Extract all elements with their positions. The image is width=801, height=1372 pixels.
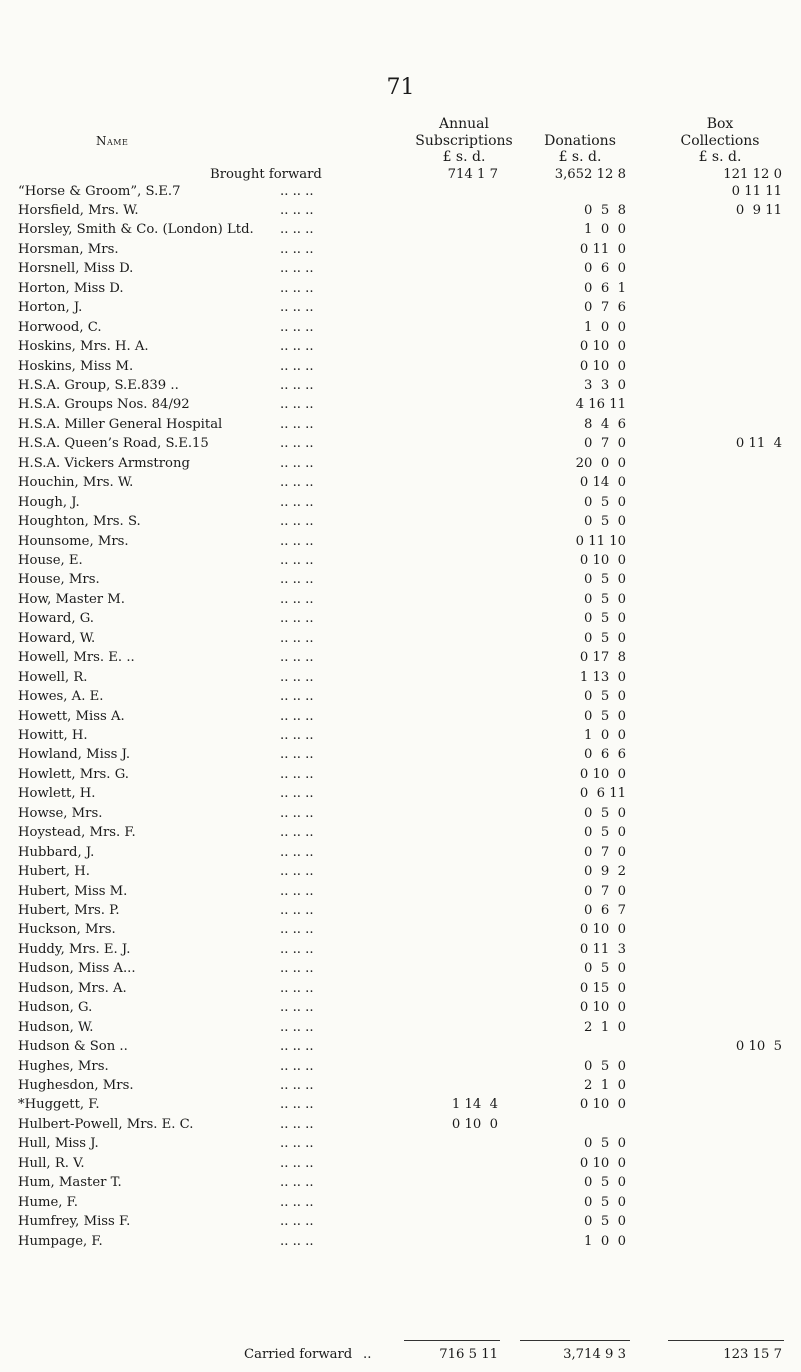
donation-amount: 0 5 0 (584, 1194, 626, 1210)
dot-leader: .. .. .. (280, 980, 314, 996)
dot-leader: .. .. .. (280, 494, 314, 510)
brought-forward-box: 121 12 0 (723, 167, 782, 183)
donation-amount: 0 7 0 (584, 436, 626, 452)
brought-forward-label: Brought forward (210, 167, 322, 183)
carried-forward-annual: 716 5 11 (439, 1347, 498, 1363)
entry-name: Horsfield, Mrs. W. (18, 202, 139, 218)
entry-name: Huddy, Mrs. E. J. (18, 941, 131, 957)
dot-leader: .. .. .. (280, 202, 314, 218)
dot-leader: .. .. .. (280, 241, 314, 257)
box-amount: 0 10 5 (735, 1039, 782, 1055)
entry-name: Howard, G. (18, 611, 94, 627)
entry-name: Hull, R. V. (18, 1155, 85, 1171)
dot-leader: .. .. .. (280, 397, 314, 413)
entry-name: H.S.A. Group, S.E.839 .. (18, 377, 179, 393)
donation-amount: 0 5 8 (584, 202, 626, 218)
donation-amount: 0 5 0 (584, 1214, 626, 1230)
dot-leader: .. .. .. (280, 786, 314, 802)
dot-leader: .. .. .. (280, 1155, 314, 1171)
donation-amount: 2 1 0 (584, 1077, 626, 1093)
entry-name: Howse, Mrs. (18, 805, 103, 821)
entry-name: Howard, W. (18, 630, 96, 646)
donation-amount: 1 13 0 (579, 669, 626, 685)
donation-amount: 0 5 0 (584, 591, 626, 607)
donation-amount: 0 6 1 (584, 280, 626, 296)
dot-leader: .. .. .. (280, 319, 314, 335)
dot-leader: .. .. .. (280, 183, 314, 199)
donation-amount: 0 10 0 (579, 766, 626, 782)
entry-name: H.S.A. Miller General Hospital (18, 416, 223, 432)
donation-amount: 0 5 0 (584, 961, 626, 977)
dot-leader: .. .. .. (280, 1175, 314, 1191)
entry-name: Hughes, Mrs. (18, 1058, 109, 1074)
dot-leader: .. .. .. (280, 922, 314, 938)
dot-leader: .. .. .. (280, 825, 314, 841)
dot-leader: .. .. .. (280, 222, 314, 238)
donation-amount: 2 1 0 (584, 1019, 626, 1035)
entry-name: Hubert, Mrs. P. (18, 902, 120, 918)
entry-name: “Horse & Groom”, S.E.7 (18, 183, 181, 199)
entry-name: How, Master M. (18, 591, 125, 607)
dot-leader: .. .. .. (280, 1194, 314, 1210)
dot-leader: .. .. .. (280, 1077, 314, 1093)
carried-forward-donations: 3,714 9 3 (563, 1347, 626, 1363)
entry-name: Humfrey, Miss F. (18, 1214, 131, 1230)
donation-amount: 1 0 0 (584, 1233, 626, 1249)
donation-amount: 0 5 0 (584, 514, 626, 530)
dot-leader: .. .. .. (280, 1136, 314, 1152)
donation-amount: 0 5 0 (584, 1136, 626, 1152)
entry-name: Howell, Mrs. E. .. (18, 650, 135, 666)
entry-name: Hough, J. (18, 494, 80, 510)
dot-leader: .. .. .. (280, 261, 314, 277)
dot-leader: .. .. .. (280, 377, 314, 393)
dot-leader: .. .. .. (280, 455, 314, 471)
donation-amount: 0 10 0 (579, 1155, 626, 1171)
entry-name: Hoskins, Miss M. (18, 358, 134, 374)
brought-forward-annual: 714 1 7 (447, 167, 498, 183)
dot-leader: .. .. .. (280, 864, 314, 880)
donations-total-rule (520, 1340, 630, 1341)
carried-forward-label: Carried forward (244, 1347, 353, 1363)
entry-name: Hum, Master T. (18, 1175, 122, 1191)
entry-name: Hume, F. (18, 1194, 78, 1210)
annual-units: £ s. d. (442, 149, 486, 165)
entry-name: Howland, Miss J. (18, 747, 131, 763)
dot-leader: .. .. .. (280, 1233, 314, 1249)
annual-header-line2: Subscriptions (415, 132, 513, 149)
donation-amount: 0 14 0 (579, 475, 626, 491)
entry-name: Houghton, Mrs. S. (18, 514, 141, 530)
donation-amount: 0 6 11 (579, 786, 626, 802)
dot-leader: .. .. .. (280, 552, 314, 568)
donation-amount: 0 9 2 (584, 864, 626, 880)
entry-name: Hoskins, Mrs. H. A. (18, 339, 149, 355)
entry-name: Howitt, H. (18, 727, 88, 743)
donations-units: £ s. d. (558, 149, 602, 165)
dot-leader: .. .. .. (280, 689, 314, 705)
dot-leader: .. .. .. (280, 416, 314, 432)
donation-amount: 3 3 0 (584, 377, 626, 393)
annual-amount: 0 10 0 (451, 1116, 498, 1132)
donation-amount: 0 5 0 (584, 689, 626, 705)
donation-amount: 0 6 7 (584, 902, 626, 918)
donation-amount: 0 5 0 (584, 1175, 626, 1191)
donation-amount: 0 10 0 (579, 552, 626, 568)
donation-amount: 0 6 6 (584, 747, 626, 763)
entry-name: Hudson, Mrs. A. (18, 980, 127, 996)
entry-name: Horwood, C. (18, 319, 102, 335)
donation-amount: 0 15 0 (579, 980, 626, 996)
box-header-line2: Collections (680, 132, 760, 149)
dot-leader: .. .. .. (280, 883, 314, 899)
annual-amount: 1 14 4 (451, 1097, 498, 1113)
donation-amount: 8 4 6 (584, 416, 626, 432)
box-amount: 0 11 11 (731, 183, 782, 199)
dot-leader: .. .. .. (280, 1019, 314, 1035)
entry-name: H.S.A. Groups Nos. 84/92 (18, 397, 190, 413)
dot-leader: .. .. .. (280, 475, 314, 491)
dot-leader: .. .. .. (280, 280, 314, 296)
dot-leader: .. .. .. (280, 669, 314, 685)
entry-name: Houchin, Mrs. W. (18, 475, 134, 491)
entry-name: Howett, Miss A. (18, 708, 125, 724)
dot-leader: .. .. .. (280, 708, 314, 724)
entry-name: Hulbert-Powell, Mrs. E. C. (18, 1116, 194, 1132)
dot-leader: .. .. .. (280, 591, 314, 607)
donation-amount: 1 0 0 (584, 222, 626, 238)
dot-leader: .. .. .. (280, 1097, 314, 1113)
dot-leader: .. .. .. (280, 844, 314, 860)
donation-amount: 0 5 0 (584, 494, 626, 510)
entry-name: Howes, A. E. (18, 689, 104, 705)
name-column-header: Name (96, 133, 129, 148)
entry-name: Hudson & Son .. (18, 1039, 128, 1055)
donation-amount: 0 7 0 (584, 844, 626, 860)
annual-header-line1: Annual (439, 116, 489, 133)
donation-amount: 0 17 8 (579, 650, 626, 666)
page-number: 71 (386, 74, 415, 100)
dot-leader: .. .. .. (280, 533, 314, 549)
donation-amount: 0 5 0 (584, 630, 626, 646)
donation-amount: 0 5 0 (584, 805, 626, 821)
entry-name: H.S.A. Vickers Armstrong (18, 455, 190, 471)
entry-name: Horsley, Smith & Co. (London) Ltd. (18, 222, 254, 238)
dot-leader: .. .. .. (280, 1116, 314, 1132)
dot-leader: .. .. .. (280, 805, 314, 821)
donation-amount: 0 5 0 (584, 708, 626, 724)
box-amount: 0 9 11 (735, 202, 782, 218)
dot-leader: .. .. .. (280, 766, 314, 782)
dot-leader: .. .. .. (280, 300, 314, 316)
entry-name: Horton, Miss D. (18, 280, 124, 296)
dot-leader: .. .. .. (280, 727, 314, 743)
dot-leader: .. .. .. (280, 630, 314, 646)
dot-leader: .. .. .. (280, 747, 314, 763)
entry-name: Humpage, F. (18, 1233, 103, 1249)
donation-amount: 0 11 10 (575, 533, 626, 549)
entry-name: Hughesdon, Mrs. (18, 1077, 134, 1093)
dot-leader: .. .. .. (280, 1000, 314, 1016)
donations-header: Donations (544, 132, 616, 149)
dot-leader: .. .. .. (280, 941, 314, 957)
entry-name: Hubert, Miss M. (18, 883, 128, 899)
donation-amount: 0 10 0 (579, 922, 626, 938)
entry-name: Hubbard, J. (18, 844, 95, 860)
carried-forward-box: 123 15 7 (723, 1347, 782, 1363)
dot-leader: .. .. .. (280, 1214, 314, 1230)
donation-amount: 0 7 0 (584, 883, 626, 899)
donation-amount: 1 0 0 (584, 727, 626, 743)
dot-leader: .. .. .. (280, 1039, 314, 1055)
dot-leader: .. .. .. (280, 436, 314, 452)
entry-name: Hoystead, Mrs. F. (18, 825, 136, 841)
dot-leader: .. .. .. (280, 961, 314, 977)
box-total-rule (668, 1340, 784, 1341)
entry-name: Hudson, G. (18, 1000, 93, 1016)
dot-leader: .. .. .. (280, 514, 314, 530)
entry-name: Howlett, Mrs. G. (18, 766, 129, 782)
entry-name: *Huggett, F. (18, 1097, 100, 1113)
entry-name: House, Mrs. (18, 572, 100, 588)
entry-name: Hubert, H. (18, 864, 90, 880)
donation-amount: 1 0 0 (584, 319, 626, 335)
entry-name: House, E. (18, 552, 83, 568)
entry-name: Howlett, H. (18, 786, 96, 802)
donation-amount: 0 5 0 (584, 572, 626, 588)
donation-amount: 0 11 3 (579, 941, 626, 957)
carried-forward-leader: .. (363, 1347, 372, 1363)
dot-leader: .. .. .. (280, 572, 314, 588)
brought-forward-donations: 3,652 12 8 (554, 167, 626, 183)
donation-amount: 0 10 0 (579, 358, 626, 374)
box-amount: 0 11 4 (735, 436, 782, 452)
donation-amount: 0 6 0 (584, 261, 626, 277)
dot-leader: .. .. .. (280, 1058, 314, 1074)
donation-amount: 0 11 0 (579, 241, 626, 257)
dot-leader: .. .. .. (280, 611, 314, 627)
dot-leader: .. .. .. (280, 358, 314, 374)
donation-amount: 0 5 0 (584, 825, 626, 841)
donation-amount: 0 10 0 (579, 1000, 626, 1016)
entry-name: Hull, Miss J. (18, 1136, 99, 1152)
entry-name: Huckson, Mrs. (18, 922, 116, 938)
dot-leader: .. .. .. (280, 902, 314, 918)
dot-leader: .. .. .. (280, 650, 314, 666)
entry-name: Horsman, Mrs. (18, 241, 119, 257)
box-header-line1: Box (706, 116, 734, 133)
entry-name: H.S.A. Queen’s Road, S.E.15 (18, 436, 209, 452)
donation-amount: 0 10 0 (579, 1097, 626, 1113)
donation-amount: 0 5 0 (584, 1058, 626, 1074)
entry-name: Horton, J. (18, 300, 83, 316)
entry-name: Hudson, Miss A... (18, 961, 136, 977)
entry-name: Horsnell, Miss D. (18, 261, 134, 277)
entry-name: Howell, R. (18, 669, 88, 685)
donation-amount: 4 16 11 (575, 397, 626, 413)
dot-leader: .. .. .. (280, 339, 314, 355)
box-units: £ s. d. (698, 149, 742, 165)
entry-name: Hounsome, Mrs. (18, 533, 129, 549)
donation-amount: 20 0 0 (575, 455, 626, 471)
donation-amount: 0 5 0 (584, 611, 626, 627)
donation-amount: 0 7 6 (584, 300, 626, 316)
annual-total-rule (404, 1340, 500, 1341)
donation-amount: 0 10 0 (579, 339, 626, 355)
entry-name: Hudson, W. (18, 1019, 94, 1035)
